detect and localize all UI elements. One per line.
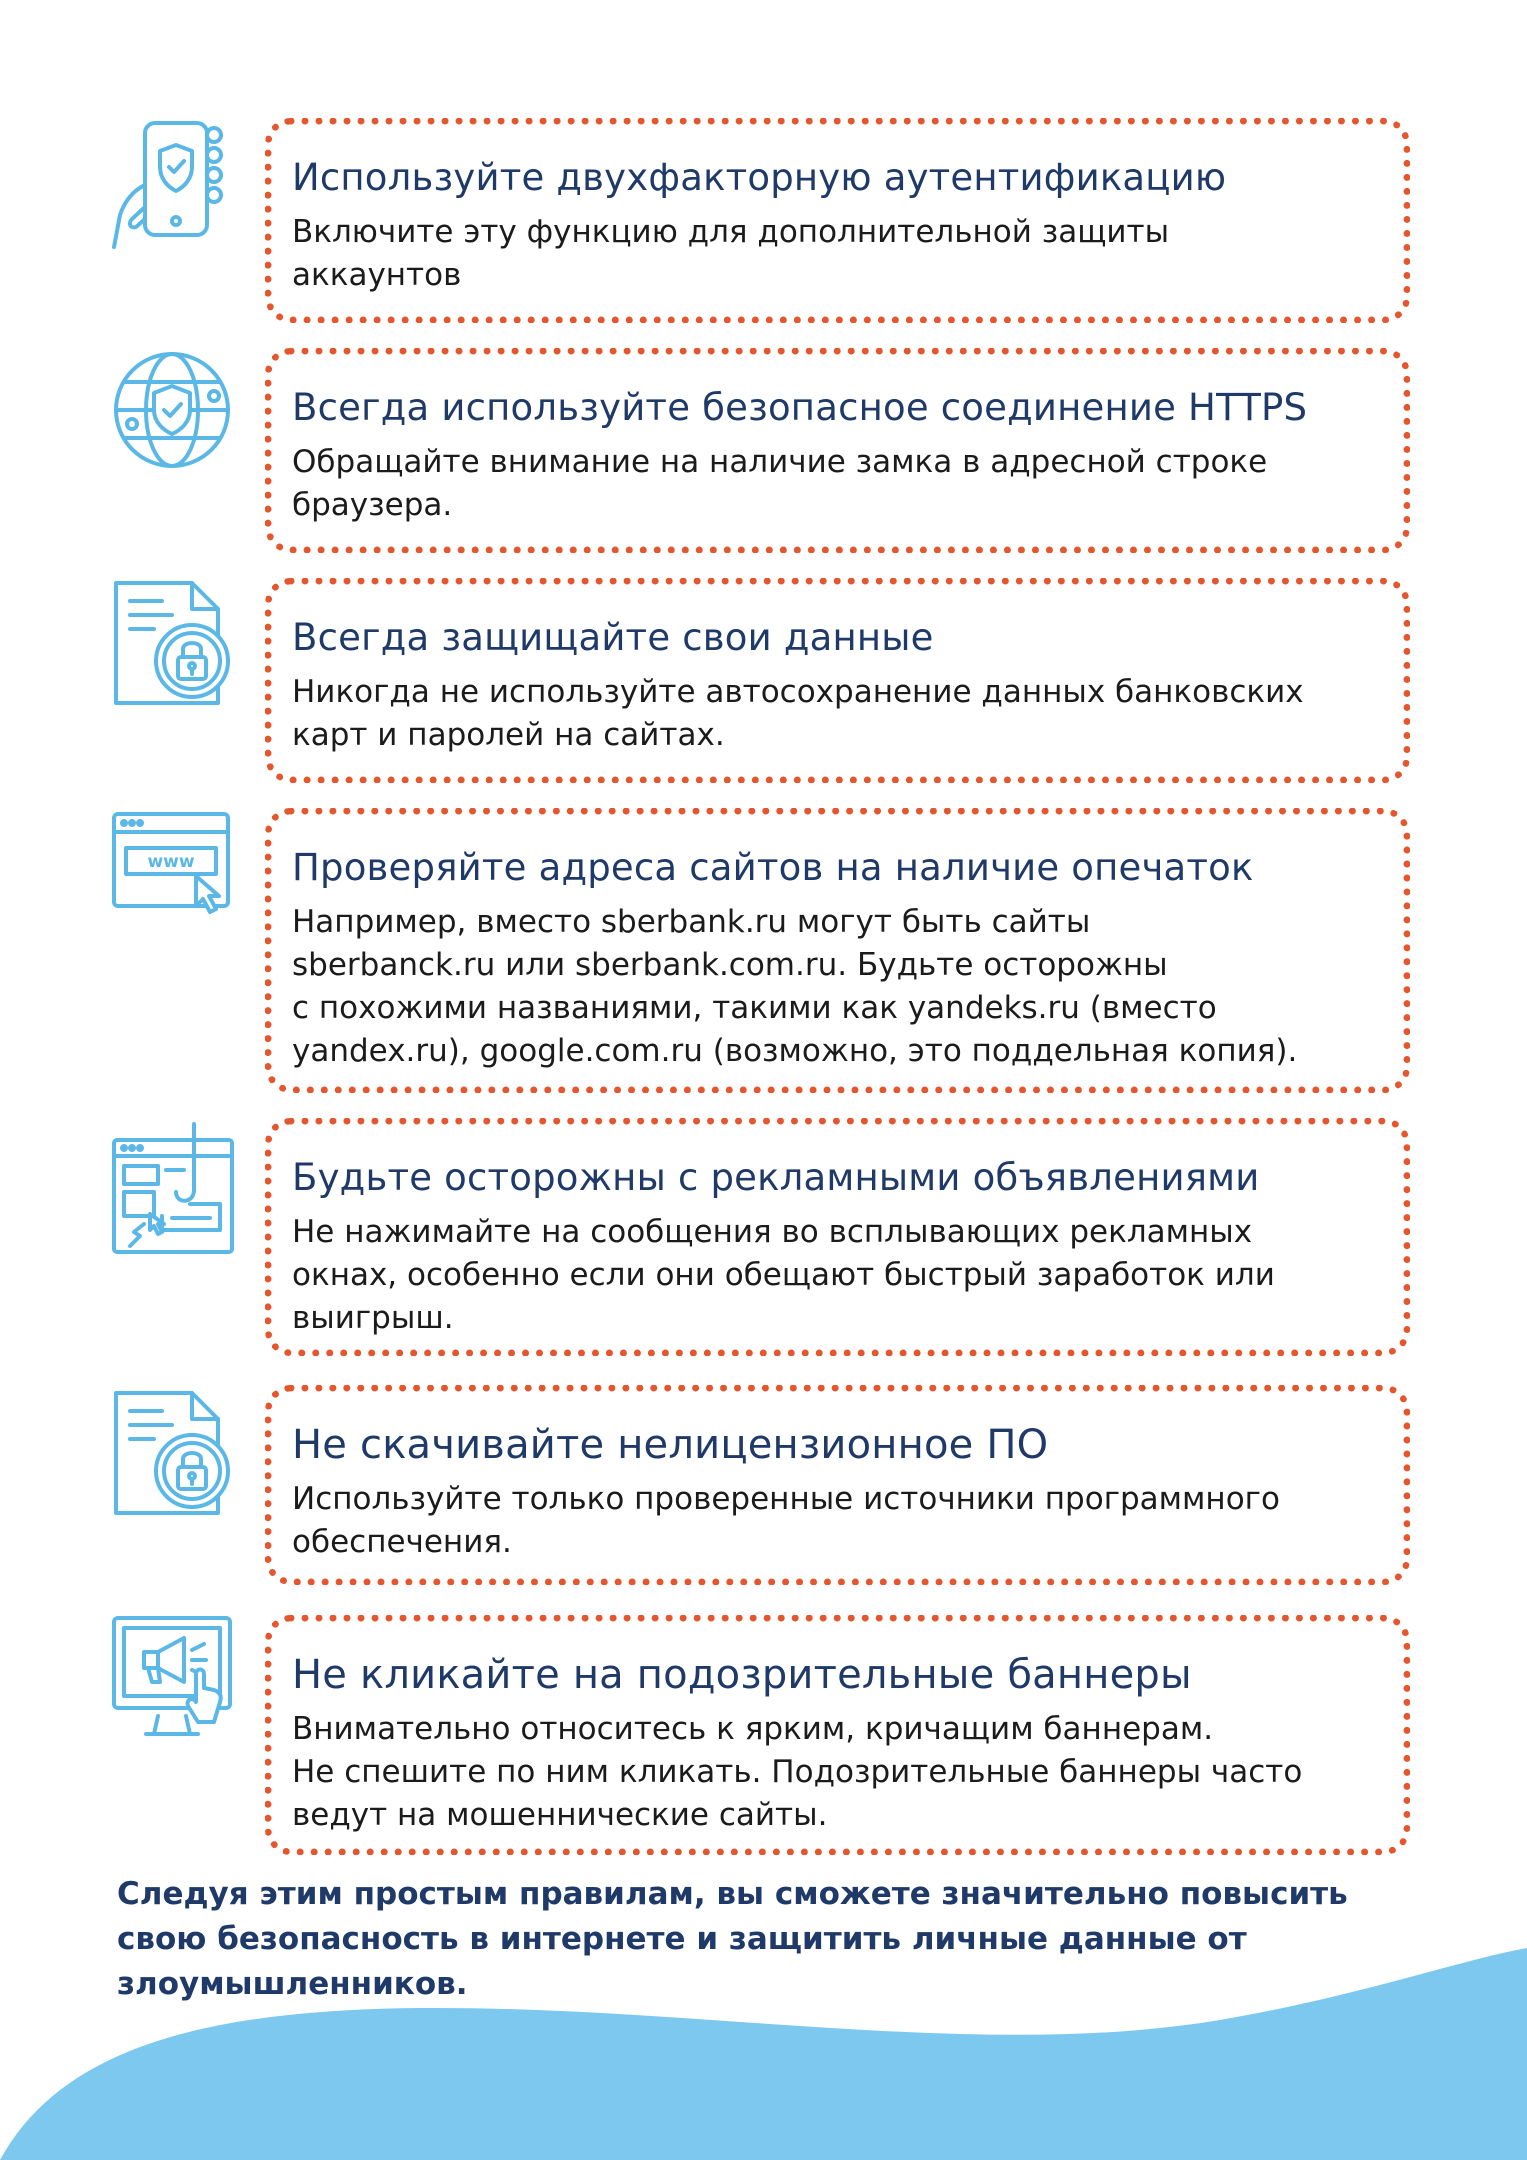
tip-card — [265, 1118, 1410, 1356]
tip-text: Внимательно относитесь к ярким, кричащим баннерам. Не спешите по ним кликать. Подозрительные баннеры часто ведут на мошеннические сайты. — [292, 1711, 1303, 1833]
closing-line: Следуя этим простым правилам, вы сможете значительно повысить — [117, 1876, 1348, 1912]
closing-line: свою безопасность в интернете и защитить личные данные от — [117, 1921, 1247, 1957]
svg-text:www: www — [147, 852, 195, 872]
tip-text: Например, вместо sberbank.ru могут быть сайты sberbanck.ru или sberbank.com.ru. Будьте осторожны с похожими названиями, такими как yandeks.ru (вместо yandex.ru), google.com.ru (возможно, это поддельная копия). — [292, 904, 1298, 1069]
phishing-ad-icon — [110, 1120, 235, 1260]
tip-text: Используйте только проверенные источники программного обеспечения. — [292, 1481, 1280, 1560]
document-lock-icon — [110, 575, 235, 715]
phone-shield-icon — [110, 115, 235, 255]
tip-title: Будьте осторожны с рекламными объявлениями — [292, 1156, 1260, 1199]
closing-line: злоумышленников. — [117, 1966, 468, 2002]
globe-shield-icon — [110, 340, 235, 480]
megaphone-monitor-icon — [110, 1612, 235, 1752]
document-lock-icon — [110, 1385, 235, 1525]
tip-text: Никогда не используйте автосохранение данных банковских карт и паролей на сайтах. — [292, 674, 1304, 753]
tip-card — [265, 1385, 1410, 1585]
tip-card — [265, 808, 1410, 1093]
tip-title: Всегда используйте безопасное соединение HTTPS — [292, 386, 1308, 429]
tip-text: Обращайте внимание на наличие замка в адресной строке браузера. — [292, 444, 1268, 523]
tip-card — [265, 118, 1410, 323]
tip-title: Проверяйте адреса сайтов на наличие опечаток — [292, 846, 1254, 889]
tip-card — [265, 578, 1410, 783]
tip-text: Включите эту функцию для дополнительной защиты аккаунтов — [292, 214, 1170, 293]
tip-title: Всегда защищайте свои данные — [292, 616, 934, 659]
tip-text: Не нажимайте на сообщения во всплывающих рекламных окнах, особенно если они обещают быстрый заработок или выигрыш. — [292, 1214, 1275, 1336]
decorative-wave — [0, 1930, 1527, 2160]
tip-card — [265, 1615, 1410, 1855]
tip-title: Используйте двухфакторную аутентификацию — [292, 156, 1227, 199]
tip-card — [265, 348, 1410, 553]
tip-title: Не кликайте на подозрительные баннеры — [292, 1652, 1192, 1698]
browser-www-icon — [110, 808, 235, 948]
tip-title: Не скачивайте нелицензионное ПО — [292, 1422, 1049, 1468]
